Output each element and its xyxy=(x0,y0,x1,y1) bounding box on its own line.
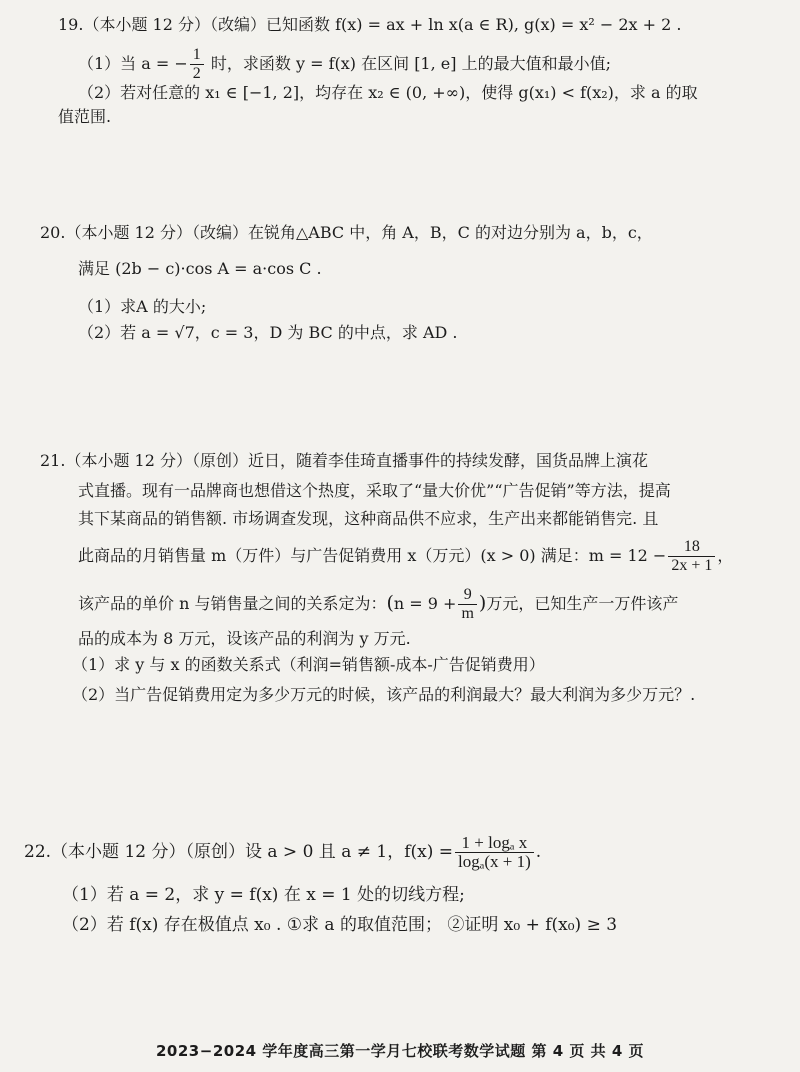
problem-20-condition: 满足 (2b − c)·cos A = a·cos C . xyxy=(78,259,322,278)
problem-21-line-4 xyxy=(78,538,733,575)
fraction-9-over-m xyxy=(458,586,476,623)
problem-19-part-2: （2）若对任意的 x₁ ∈ [−1, 2]，均存在 x₂ ∈ (0, +∞)，使得 g(x₁) < f(x₂)，求 a 的取 xyxy=(78,83,698,102)
fraction-18-over-2x-plus-1 xyxy=(668,538,715,575)
problem-21-line-4-post: ， xyxy=(717,546,734,565)
problem-22-part-1: （1）若 a = 2，求 y = f(x) 在 x = 1 处的切线方程; xyxy=(62,885,465,905)
fraction-numerator: 1 xyxy=(190,46,204,65)
problem-21-line-4-pre: 此商品的月销售量 m（万件）与广告促销费用 x（万元）(x > 0) 满足：m = 12 − xyxy=(78,546,667,565)
problem-20-part-2: （2）若 a = √7，c = 3，D 为 BC 的中点，求 AD . xyxy=(78,323,458,342)
fraction-numerator: 18 xyxy=(668,538,715,557)
fraction-denominator: m xyxy=(461,605,474,622)
problem-19-part-1-pre: （1）当 a = − xyxy=(78,54,188,73)
fraction-denominator: 2x + 1 xyxy=(671,557,713,574)
problem-21-line-6: 品的成本为 8 万元，设该产品的利润为 y 万元. xyxy=(78,629,411,648)
problem-21-line-5-pre: 该产品的单价 n 与销售量之间的关系定为： xyxy=(78,594,387,613)
problem-21-line-5-post: 万元，已知生产一万件该产 xyxy=(486,594,679,613)
left-paren: ( xyxy=(386,592,394,614)
problem-22-stem-post: . xyxy=(535,842,542,862)
right-paren: ) xyxy=(478,592,487,614)
problem-21-line-5 xyxy=(78,586,678,623)
problem-21-line-3: 其下某商品的销售额. 市场调查发现，这种商品供不应求，生产出来都能销售完. 且 xyxy=(78,509,659,528)
page-footer: 2023−2024 学年度高三第一学月七校联考数学试题 第 4 页 共 4 页 xyxy=(156,1042,644,1060)
problem-19-part-1-post: 时，求函数 y = f(x) 在区间 [1, e] 上的最大值和最小值; xyxy=(205,54,611,73)
problem-19-stem: 19.（本小题 12 分）（改编）已知函数 f(x) = ax + ln x(a ∈ R), g(x) = x² − 2x + 2 . xyxy=(58,15,682,34)
fraction-numerator: 1 + logₐ x xyxy=(455,834,534,853)
problem-21-part-2: （2）当广告促销费用定为多少万元的时候，该产品的利润最大？最大利润为多少万元？. xyxy=(72,685,696,704)
unit-price-lead: n = 9 + xyxy=(393,594,457,613)
fraction-numerator: 9 xyxy=(458,586,476,605)
problem-19-part-2-cont: 值范围. xyxy=(58,107,112,126)
fraction-denominator: 2 xyxy=(192,65,201,82)
fraction-log-expression xyxy=(455,834,534,871)
problem-22-stem-pre: 22.（本小题 12 分）（原创）设 a > 0 且 a ≠ 1，f(x) = xyxy=(24,842,453,862)
problem-22-stem xyxy=(24,834,541,871)
problem-21-line-2: 式直播。现有一品牌商也想借这个热度，采取了“量大价优”“广告促销”等方法，提高 xyxy=(78,481,671,500)
problem-19-part-1 xyxy=(78,46,611,83)
problem-20-part-1: （1）求A 的大小; xyxy=(78,297,207,316)
problem-22-part-2: （2）若 f(x) 存在极值点 x₀ . ①求 a 的取值范围； ②证明 x₀ + f(x₀) ≥ 3 xyxy=(62,915,618,935)
problem-21-line-1: 21.（本小题 12 分）（原创）近日，随着李佳琦直播事件的持续发酵，国货品牌上演花 xyxy=(40,451,648,470)
problem-21-part-1: （1）求 y 与 x 的函数关系式（利润=销售额-成本-广告促销费用） xyxy=(72,655,545,674)
fraction-one-half xyxy=(190,46,204,83)
problem-20-stem: 20.（本小题 12 分）（改编）在锐角△ABC 中，角 A，B，C 的对边分别为 a，b，c， xyxy=(40,223,653,242)
fraction-denominator: logₐ(x + 1) xyxy=(457,852,531,871)
